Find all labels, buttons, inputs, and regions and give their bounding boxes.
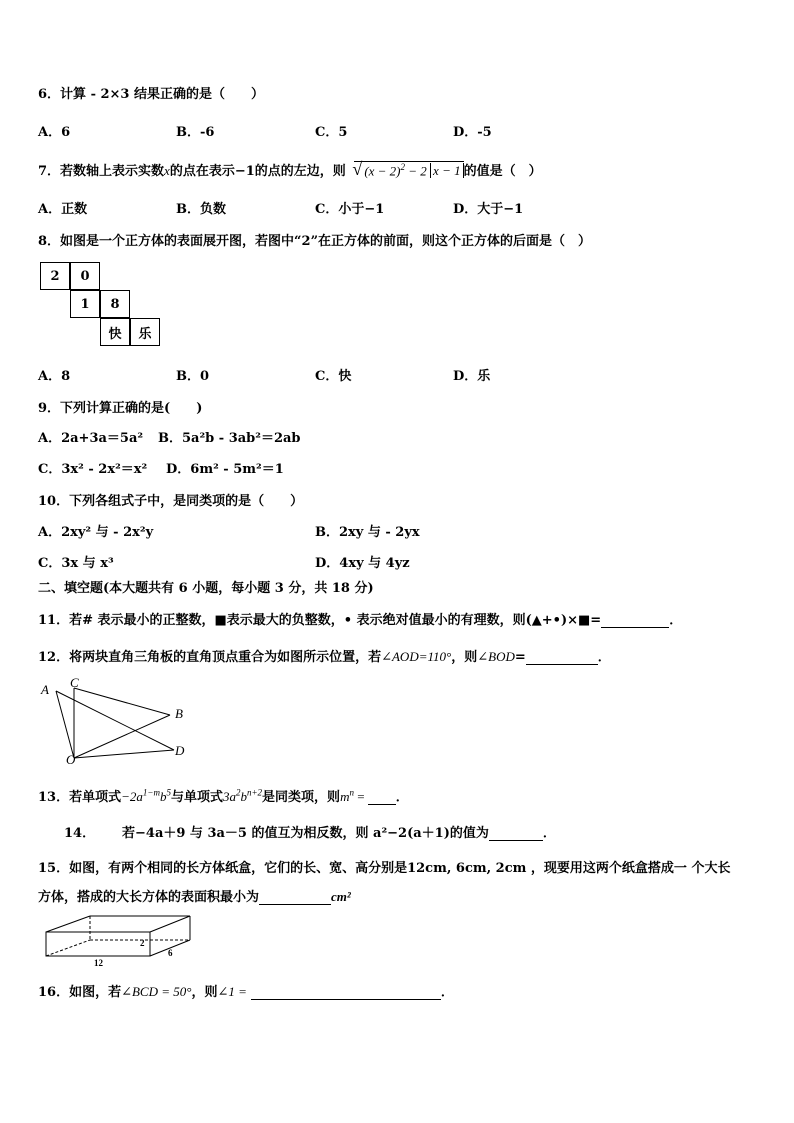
point-label-d: D bbox=[175, 743, 185, 758]
q7-choice-d: D．大于−1 bbox=[453, 202, 524, 217]
cube-net-cell: 8 bbox=[100, 290, 130, 318]
triangles-figure bbox=[36, 674, 196, 766]
q6-choice-d: D．-5 bbox=[453, 125, 492, 140]
q13-ask: $m^n$ = bbox=[340, 787, 368, 804]
sqrt-icon: √ bbox=[352, 158, 363, 179]
q13-mono2: $3a^2b^{n+2}$ bbox=[222, 787, 263, 804]
q9-choice-c: C．3x² - 2x²＝x² bbox=[38, 462, 148, 477]
q14-text: 若−4a＋9 与 3a－5 的值互为相反数，则 a²−2(a＋1)的值为 bbox=[122, 826, 489, 841]
box-dim-height: 2 bbox=[140, 938, 145, 948]
q7-choice-a: A．正数 bbox=[38, 202, 88, 217]
q7-stem-mid: 的点在表示−1的点的左边，则 bbox=[169, 164, 346, 179]
answer-blank[interactable] bbox=[489, 826, 543, 841]
answer-blank[interactable] bbox=[526, 650, 598, 665]
answer-blank[interactable] bbox=[251, 985, 441, 1000]
point-label-c: C bbox=[70, 675, 79, 690]
q9-stem: 9．下列计算正确的是( ) bbox=[38, 401, 203, 416]
q9-choice-d: D．6m² - 5m²＝1 bbox=[166, 462, 284, 477]
q11-text: 11．若# 表示最小的正整数，■表示最大的负整数，• 表示绝对值最小的有理数，则(▲+•)×■= bbox=[38, 613, 602, 628]
q10-choice-c: C．3x 与 x³ bbox=[38, 556, 114, 571]
q7-expr-inner: (x − 2) bbox=[364, 163, 401, 178]
q6-choice-c: C．5 bbox=[315, 125, 348, 140]
q13-before: 13．若单项式 bbox=[38, 790, 122, 805]
q6-choice-b: B．-6 bbox=[176, 125, 215, 140]
q14-num: 14． bbox=[64, 826, 96, 841]
q10-choice-b: B．2xy 与 - 2yx bbox=[315, 525, 420, 540]
q8-stem: 8．如图是一个正方体的表面展开图，若图中“2”在正方体的前面，则这个正方体的后面是（ ） bbox=[38, 234, 592, 249]
point-label-o: O bbox=[66, 752, 76, 766]
q8-choice-b: B．0 bbox=[176, 369, 210, 384]
answer-blank[interactable] bbox=[259, 890, 331, 905]
point-label-b: B bbox=[175, 706, 183, 721]
q12-before: 12．将两块直角三角板的直角顶点重合为如图所示位置，若 bbox=[38, 650, 382, 665]
q12-stem: 12．将两块直角三角板的直角顶点重合为如图所示位置，若∠AOD=110°，则∠BOD= ． bbox=[38, 649, 611, 665]
point-label-a: A bbox=[41, 682, 49, 697]
q10-choice-a: A．2xy² 与 - 2x²y bbox=[38, 525, 154, 540]
q12-ask: ∠BOD bbox=[477, 649, 515, 664]
answer-blank[interactable] bbox=[601, 613, 669, 628]
q10-stem: 10．下列各组式子中，是同类项的是（ ） bbox=[38, 494, 304, 509]
q11-stem: 11．若# 表示最小的正整数，■表示最大的负整数，• 表示绝对值最小的有理数，则(▲+•)×■= ． bbox=[38, 613, 683, 628]
q15-unit: cm² bbox=[331, 889, 351, 904]
cube-net-cell: 乐 bbox=[130, 318, 160, 346]
q13-stem: 13．若单项式$-2a^{1-m}b^5$与单项式$3a^2b^{n+2}$是同类项，则$m^n$ = ． bbox=[38, 787, 409, 805]
q7-stem-before: 7．若数轴上表示实数 bbox=[38, 164, 165, 179]
q14-stem: 若−4a＋9 与 3a－5 的值互为相反数，则 a²−2(a＋1)的值为 ． bbox=[122, 826, 556, 841]
q7-radical bbox=[352, 158, 463, 179]
q7-choice-c: C．小于−1 bbox=[315, 202, 385, 217]
q15-line2 bbox=[38, 886, 351, 905]
cube-net-cell: 1 bbox=[70, 290, 100, 318]
q15-line1: 15．如图，有两个相同的长方体纸盒，它们的长、宽、高分别是12cm, 6cm, 2cm ，现要用这两个纸盒搭成一 个大长 bbox=[38, 861, 731, 876]
q8-choice-d: D．乐 bbox=[453, 369, 491, 384]
q16-given: ∠BCD = 50° bbox=[121, 984, 192, 999]
q7-choice-b: B．负数 bbox=[176, 202, 226, 217]
q7-expr-exp: 2 bbox=[400, 161, 406, 172]
q8-choice-a: A．8 bbox=[38, 369, 71, 384]
q7-expr-rest: − 2 bbox=[408, 163, 427, 178]
cube-net-cell: 0 bbox=[70, 262, 100, 290]
box-dim-width: 6 bbox=[168, 948, 173, 958]
q16-ask: ∠1 = bbox=[217, 984, 247, 999]
q7-var: x bbox=[164, 163, 170, 178]
q12-given: ∠AOD=110° bbox=[381, 649, 452, 664]
q7-stem bbox=[38, 160, 542, 179]
q16-mid: ，则 bbox=[191, 985, 218, 1000]
q7-abs: x − 1 bbox=[430, 163, 464, 178]
cube-net-cell: 快 bbox=[100, 318, 130, 346]
q15-line2-text: 方体，搭成的大长方体的表面积最小为 bbox=[38, 890, 260, 905]
q9-choice-a: A．2a+3a＝5a² bbox=[38, 431, 144, 446]
q16-before: 16．如图，若 bbox=[38, 985, 122, 1000]
box-figure bbox=[44, 912, 194, 968]
q16-stem: 16．如图，若∠BCD = 50°，则∠1 = ． bbox=[38, 984, 454, 1000]
q7-stem-after: 的值是（ ） bbox=[463, 164, 542, 179]
section-title: 二、填空题(本大题共有 6 小题，每小题 3 分，共 18 分) bbox=[38, 581, 374, 596]
q6-choice-a: A．6 bbox=[38, 125, 71, 140]
q6-stem: 6．计算 - 2×3 结果正确的是（ ） bbox=[38, 87, 265, 102]
q9-choice-b: B．5a²b - 3ab²＝2ab bbox=[158, 431, 301, 446]
cube-net-cell: 2 bbox=[40, 262, 70, 290]
q13-after: 是同类项，则 bbox=[262, 790, 341, 805]
q13-mid: 与单项式 bbox=[170, 790, 223, 805]
q12-eq: = bbox=[514, 650, 526, 665]
answer-blank[interactable] bbox=[368, 790, 396, 805]
q13-mono1: $-2a^{1-m}b^5$ bbox=[121, 787, 171, 804]
q8-choice-c: C．快 bbox=[315, 369, 352, 384]
box-dim-length: 12 bbox=[94, 958, 103, 968]
q12-mid: ，则 bbox=[451, 650, 478, 665]
q10-choice-d: D．4xy 与 4yz bbox=[315, 556, 410, 571]
